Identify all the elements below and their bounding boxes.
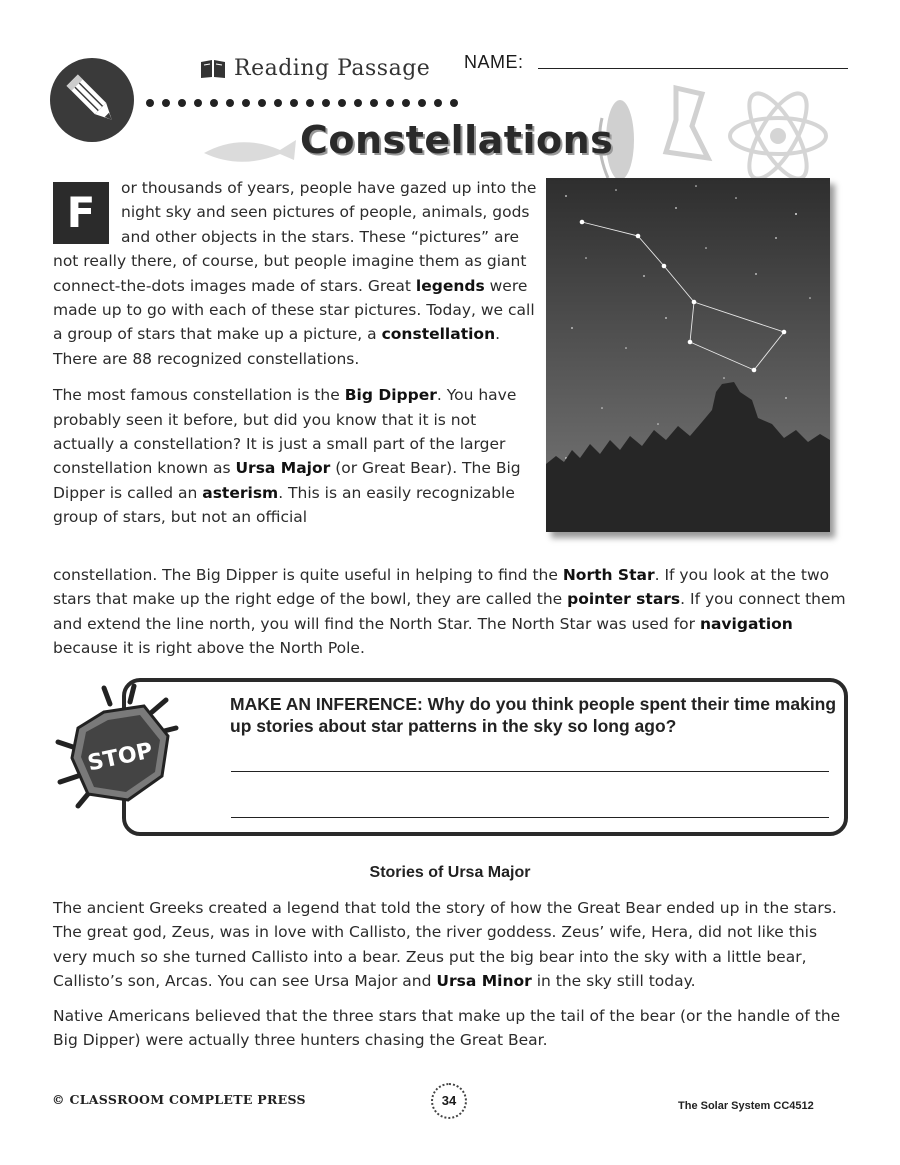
drop-cap: F [53,182,109,244]
fish-icon [204,140,296,162]
ursa-paragraph-1: The ancient Greeks created a legend that told the story of how the Great Bear ended up in the stars. The great god, Zeus, was in love with Callisto, the river goddess. Zeus’ wife, Hera, did not like this very much so she turned Callisto into a bear. Zeus put the big bear into the sky with a little bear, Callisto’s son, Arcas. You can see Ursa Major and Ursa Minor in the sky still today. [53,899,837,991]
stop-sign-icon [52,682,182,812]
book-icon [200,59,226,79]
book-code: The Solar System CC4512 [678,1100,814,1112]
night-sky-illustration [546,178,830,532]
section-heading: Stories of Ursa Major [369,864,531,881]
ursa-paragraph-2: Native Americans believed that the three stars that make up the tail of the bear (or the handle of the Big Dipper) were actually three hunters chasing the Great Bear. [53,1006,841,1050]
pencil-badge [50,58,134,142]
flask-icon [666,88,708,158]
answer-line-2[interactable] [231,817,829,818]
stop-sign-label: STOP [85,738,156,777]
section-label-text: Reading Passage [234,56,431,81]
passage-paragraph-3: constellation. The Big Dipper is quite useful in helping to find the North Star. If you look at the two stars that make up the right edge of the bowl, they are called the pointer stars. If you connect them and extend the line north, you will find the North Star. The North Star was used for navigation because it is right above the North Pole. [53,566,846,658]
passage-paragraph-2: The most famous constellation is the Big Dipper. You have probably seen it before, but did you know that it is not actually a constellation? It is just a small part of the larger constellation known as Ursa Major (or Great Bear). The Big Dipper is called an asterism. This is an easily recognizable group of stars, but not an official [53,386,521,527]
answer-line-1[interactable] [231,771,829,772]
atom-icon [730,85,826,186]
page-number: 34 [431,1083,467,1119]
publisher-credit: © CLASSROOM COMPLETE PRESS [52,1092,306,1107]
ursa-passage [53,896,853,1062]
name-label: NAME: [464,52,524,72]
passage-column [53,176,541,542]
passage-paragraph-1: F or thousands of years, people have gazed up into the night sky and seen pictures of people, animals, gods and other objects in the stars. These “pictures” are not really there, of course, but people imagine them as giant connect-the-dots images made of stars. Great legends were made up to go with each of these star pictures. Today, we call a group of stars that make up a picture, a constellation. There are 88 recognized constellations. [53,179,537,368]
name-field[interactable] [538,68,848,69]
page-title: Constellations [300,118,614,162]
inference-question: MAKE AN INFERENCE: Why do you think people spent their time making up stories about star patterns in the sky so long ago? [230,694,837,736]
passage-continuation [53,563,853,661]
pencil-icon [50,58,134,142]
